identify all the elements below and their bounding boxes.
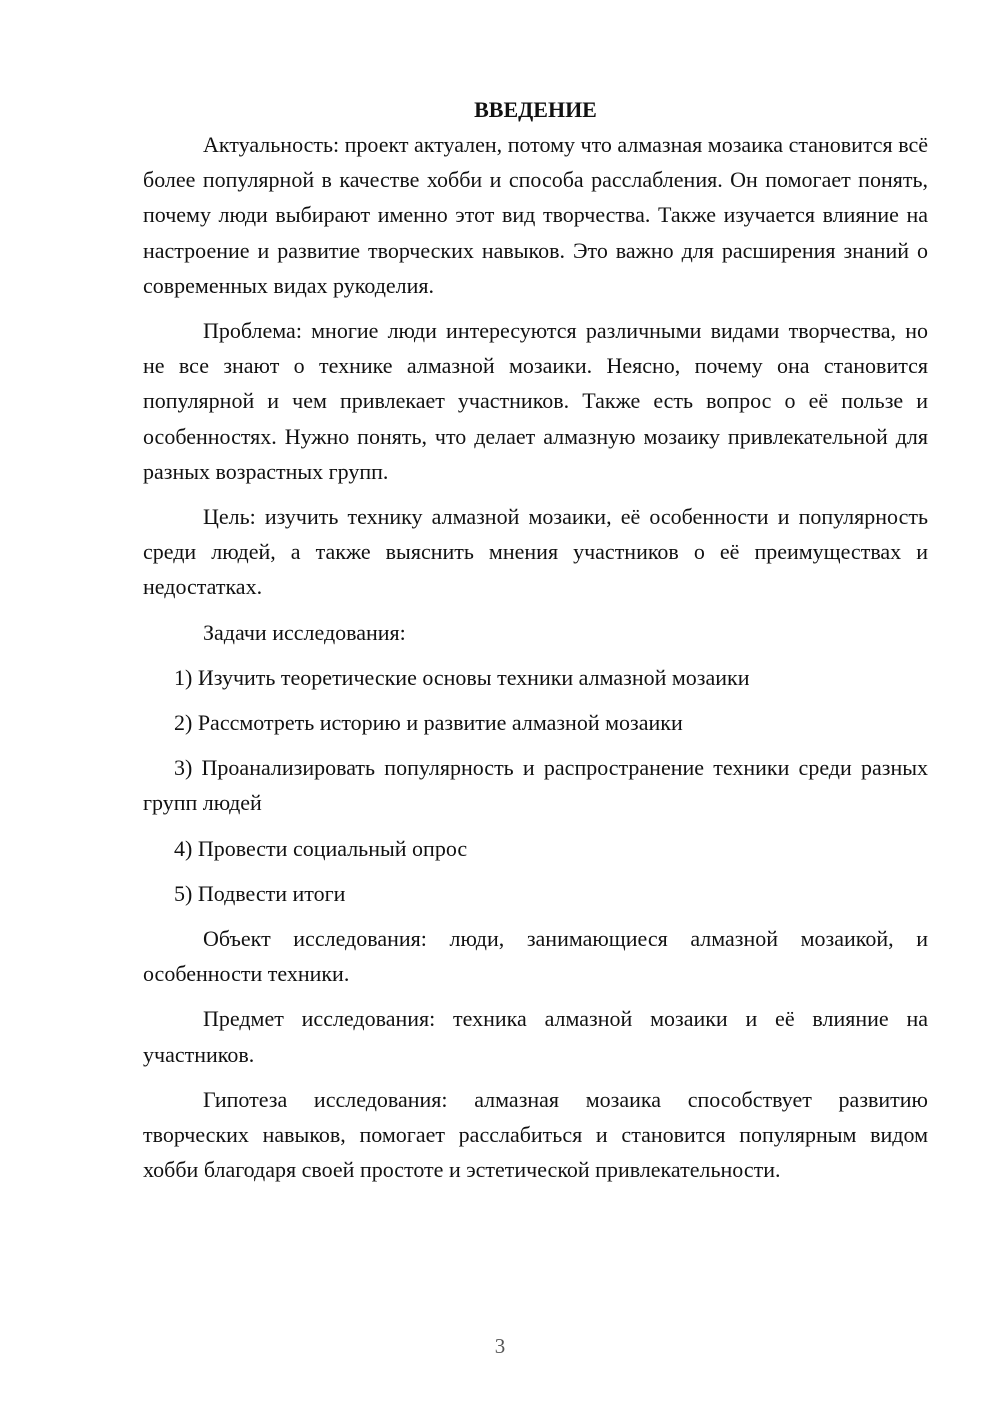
task-item: 1) Изучить теоретические основы техники алмазной мозаики — [174, 664, 750, 690]
subject-paragraph: Предмет исследования: техника алмазной мозаики и её влияние на участников. — [143, 1006, 928, 1067]
hypothesis-paragraph: Гипотеза исследования: алмазная мозаика способствует развитию творческих навыков, помогает расслабиться и становится популярным видом хобби благодаря своей простоте и эстетической привлекательности. — [143, 1086, 928, 1183]
task-item: 4) Провести социальный опрос — [174, 835, 468, 861]
task-item: 2) Рассмотреть историю и развитие алмазной мозаики — [174, 710, 683, 736]
relevance-paragraph: Актуальность: проект актуален, потому что алмазная мозаика становится всё более популярной в качестве хобби и способа расслабления. Он помогает понять, почему люди выбирают именно этот вид творчества. Также изучается влияние на настроение и развитие творческих навыков. Это важно для расширения знаний о современных видах рукоделия. — [143, 132, 928, 298]
section-title: ВВЕДЕНИЕ — [474, 97, 597, 122]
tasks-heading: Задачи исследования: — [203, 619, 406, 645]
problem-paragraph: Проблема: многие люди интересуются различными видами творчества, но не все знают о технике алмазной мозаики. Неясно, почему она становится популярной и чем привлекает участников. Также есть вопрос о её пользе и особенностях. Нужно понять, что делает алмазную мозаику привлекательной для разных возрастных групп. — [143, 318, 928, 484]
page-number: 3 — [494, 1334, 506, 1358]
task-item: 5) Подвести итоги — [174, 880, 346, 906]
task-item: 3) Проанализировать популярность и распространение техники среди разных групп людей — [143, 755, 928, 816]
goal-paragraph: Цель: изучить технику алмазной мозаики, её особенности и популярность среди людей, а также выяснить мнения участников о её преимуществах и недостатках. — [143, 504, 928, 600]
page-content — [143, 92, 928, 1197]
object-paragraph: Объект исследования: люди, занимающиеся алмазной мозаикой, и особенности техники. — [143, 926, 928, 987]
